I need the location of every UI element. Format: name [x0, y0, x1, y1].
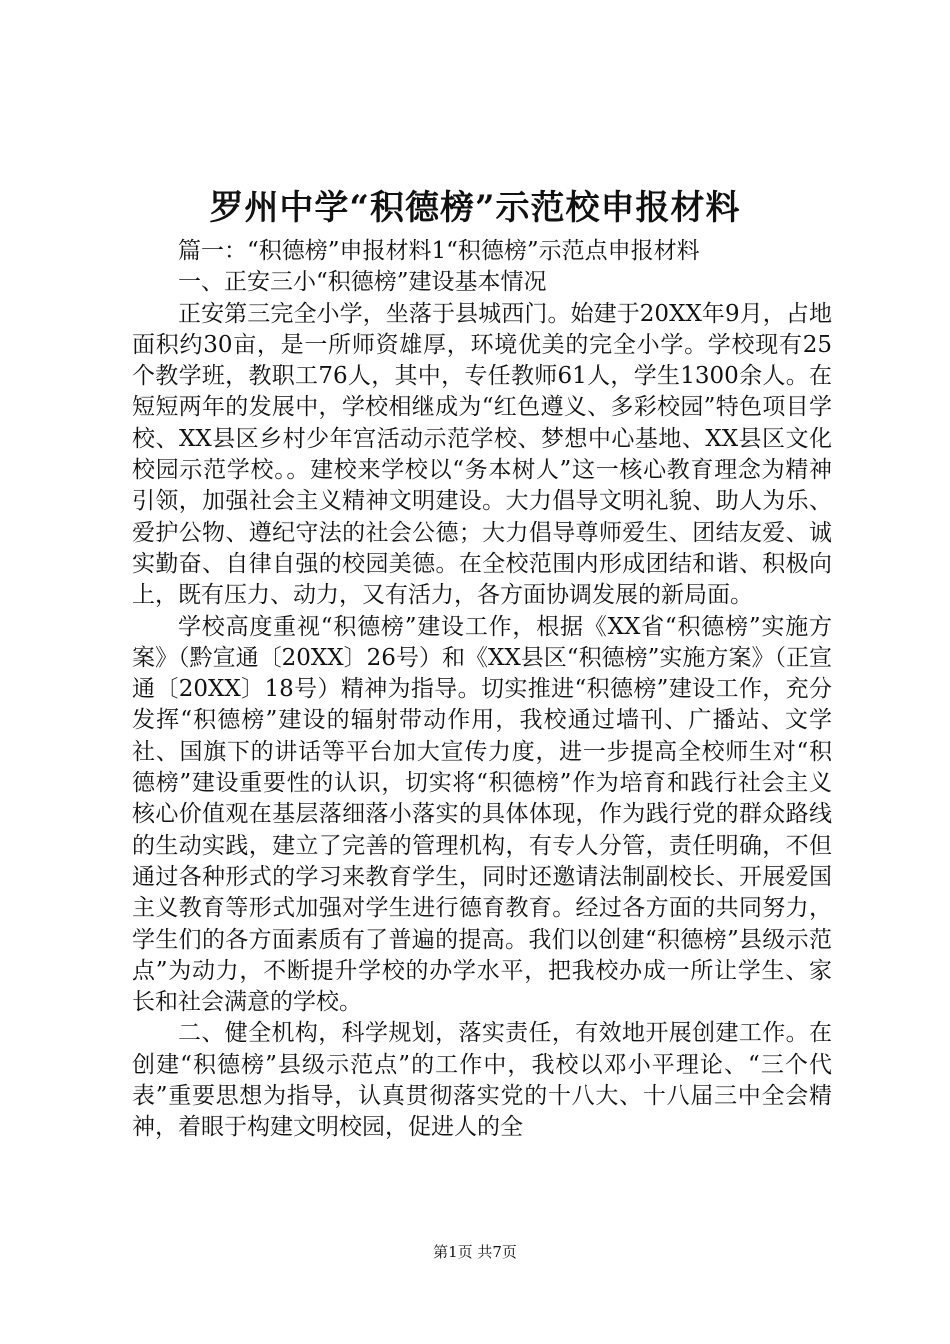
paragraph-construction-work: 学校高度重视“积德榜”建设工作，根据《XX省“积德榜”实施方案》（黔宣通〔20XX〕26号）和《XX县区“积德榜”实施方案》（正宣通〔20XX〕18号）精神为指导。切实推进“积德榜”建设工作，充分发挥“积德榜”建设的辐射带动作用，我校通过墙刊、广播站、文学社、国旗下的讲话等平台加大宣传力度，进一步提高全校师生对“积德榜”建设重要性的认识，切实将“积德榜”作为培育和践行社会主义核心价值观在基层落细落小落实的具体体现，作为践行党的群众路线的生动实践，建立了完善的管理机构，有专人分管，责任明确，不但通过各种形式的学习来教育学生，同时还邀请法制副校长、开展爱国主义教育等形式加强对学生进行德育教育。经过各方面的共同努力，学生们的各方面素质有了普遍的提高。我们以创建“积德榜”县级示范点”为动力，不断提升学校的办学水平，把我校办成一所让学生、家长和社会满意的学校。	[132, 613, 832, 1016]
document-title: 罗州中学“积德榜”示范校申报材料	[209, 188, 741, 228]
paragraph-school-intro: 正安第三完全小学，坐落于县城西门。始建于20XX年9月，占地面积约30亩，是一所师资雄厚，环境优美的完全小学。学校现有25个教学班，教职工76人，其中，专任教师61人，学生1300余人。在短短两年的发展中，学校相继成为“红色遵义、多彩校园”特色项目学校、XX县区乡村少年宫活动示范学校、梦想中心基地、XX县区文化校园示范学校。。建校来学校以“务本树人”这一核心教育理念为精神引领，加强社会主义精神文明建设。大力倡导文明礼貌、助人为乐、爱护公物、遵纪守法的社会公德；大力倡导尊师爱生、团结友爱、诚实勤奋、自律自强的校园美德。在全校范围内形成团结和谐、积极向上，既有压力、动力，又有活力，各方面协调发展的新局面。	[132, 300, 832, 609]
document-body	[132, 236, 832, 1144]
paragraph-heading-1: 篇一：“积德榜”申报材料1“积德榜”示范点申报材料	[178, 238, 700, 264]
page-footer: 第1页 共7页	[433, 1243, 517, 1261]
paragraph-section-1: 一、正安三小“积德榜”建设基本情况	[178, 269, 547, 296]
paragraph-section-2: 二、健全机构，科学规划，落实责任，有效地开展创建工作。在创建“积德榜”县级示范点”的工作中，我校以邓小平理论、“三个代表”重要思想为指导，认真贯彻落实党的十八大、十八届三中全会精神，着眼于构建文明校园，促进人的全	[132, 1020, 832, 1141]
